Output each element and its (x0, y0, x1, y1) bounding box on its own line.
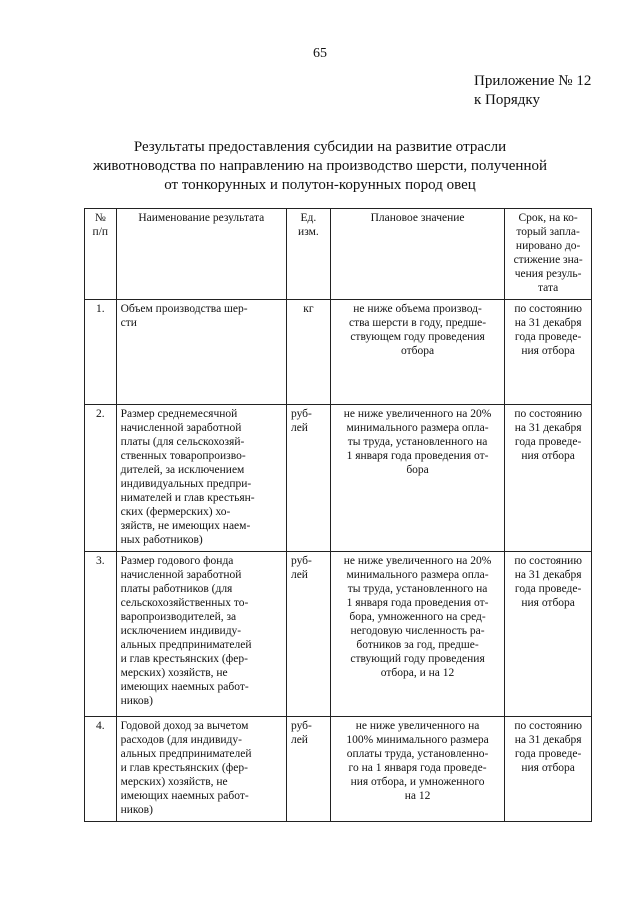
table-row (85, 552, 592, 717)
row-result-name: Годовой доход за вычетом расходов (для индивиду- альных предпринимателей и глав крестьянских (фер- мерских) хозяйств, не имеющих наемных работ- ников) (116, 717, 286, 822)
row-planned-value: не ниже увеличенного на 20% минимального размера опла- ты труда, установленного на 1 января года проведения от- бора (330, 405, 504, 552)
header-result-name: Наименование результата (116, 209, 286, 300)
row-number: 1. (85, 300, 117, 405)
row-unit: кг (286, 300, 330, 405)
row-unit: руб- лей (286, 405, 330, 552)
appendix-reference (474, 72, 591, 110)
results-table (84, 208, 592, 822)
document-title: Результаты предоставления субсидии на развитие отрасли животноводства по направлению на производство шерсти, полученной от тонкорунных и полутон-корунных пород овец (92, 139, 547, 193)
row-result-name: Объем производства шер- сти (116, 300, 286, 405)
row-number: 4. (85, 717, 117, 822)
header-planned-value: Плановое значение (330, 209, 504, 300)
table-row (85, 300, 592, 405)
table-header-row (85, 209, 592, 300)
row-deadline: по состоянию на 31 декабря года проведе- ния отбора (505, 300, 592, 405)
row-number: 3. (85, 552, 117, 717)
header-deadline: Срок, на ко- торый запла- нировано до- стижение зна- чения резуль- тата (505, 209, 592, 300)
row-number: 2. (85, 405, 117, 552)
row-planned-value: не ниже увеличенного на 100% минимального размера оплаты труда, установленно- го на 1 января года проведе- ния отбора, и умноженного на 12 (330, 717, 504, 822)
row-result-name: Размер годового фонда начисленной заработной платы работников (для сельскохозяйственных то- варопроизводителей, за исключением индивиду- альных предпринимателей и глав крестьянских (фер- мерских) хозяйств, не имеющих наемных работ- ников) (116, 552, 286, 717)
row-deadline: по состоянию на 31 декабря года проведе- ния отбора (505, 552, 592, 717)
page-number: 65 (313, 46, 327, 61)
appendix-line-2: к Порядку (474, 92, 540, 108)
header-number: № п/п (85, 209, 117, 300)
row-unit: руб- лей (286, 717, 330, 822)
header-unit: Ед. изм. (286, 209, 330, 300)
appendix-line-1: Приложение № 12 (474, 73, 592, 89)
row-deadline: по состоянию на 31 декабря года проведе- ния отбора (505, 717, 592, 822)
row-result-name: Размер среднемесячной начисленной заработной платы (для сельскохозяй- ственных товаропроизво- дителей, за исключением индивидуальных предпри- нимателей и глав крестьян- ских (фермерских) хо- зяйств, не имеющих наем- ных работников) (116, 405, 286, 552)
row-deadline: по состоянию на 31 декабря года проведе- ния отбора (505, 405, 592, 552)
table-row (85, 717, 592, 822)
row-planned-value: не ниже объема производ- ства шерсти в году, предше- ствующем году проведения отбора (330, 300, 504, 405)
row-planned-value: не ниже увеличенного на 20% минимального размера опла- ты труда, установленного на 1 января года проведения от- бора, умноженного на сред- негодовую численность ра- ботников за год, предше- ствующий году проведения отбора, и на 12 (330, 552, 504, 717)
row-unit: руб- лей (286, 552, 330, 717)
table-row (85, 405, 592, 552)
